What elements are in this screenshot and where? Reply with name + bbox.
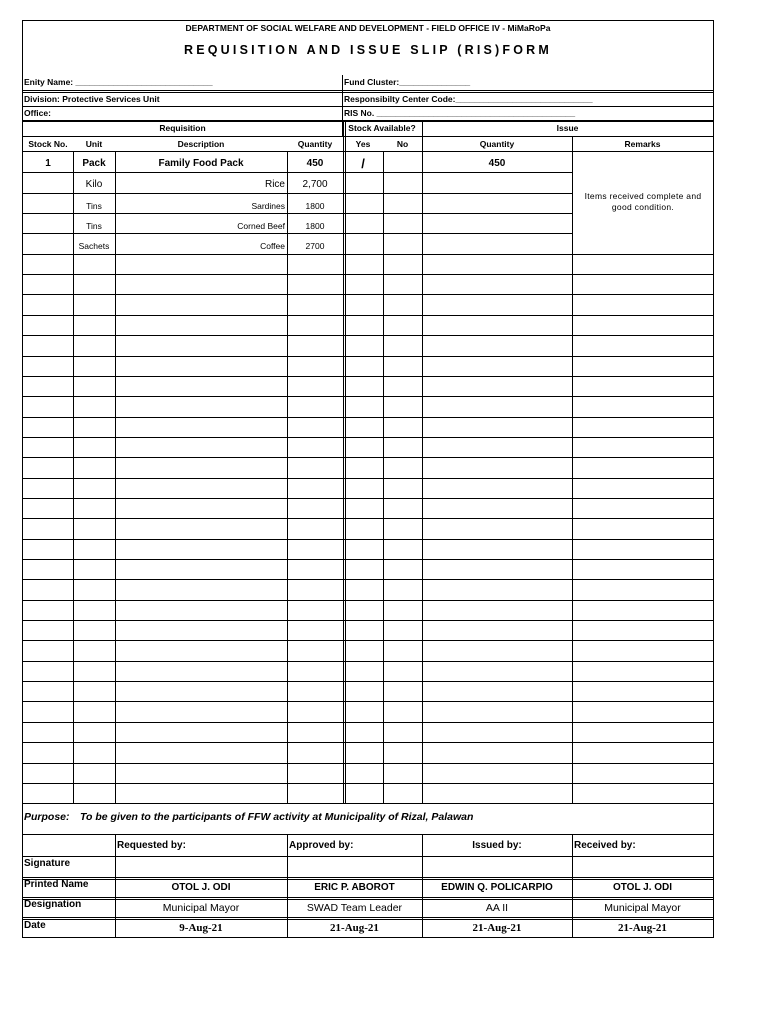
row-divider <box>23 254 713 255</box>
printed-name-label: Printed Name <box>24 879 89 890</box>
unit-cell: Sachets <box>78 241 110 251</box>
row-divider <box>23 437 713 438</box>
received-by-date: 21-Aug-21 <box>618 922 667 934</box>
unit-cell: Pack <box>82 158 106 169</box>
signature-label: Signature <box>24 858 71 869</box>
received-by-designation: Municipal Mayor <box>604 902 681 914</box>
col-stock-no: Stock No. <box>28 139 68 149</box>
remarks-cell: Items received complete and good condition. <box>584 191 702 212</box>
office-field: Office: <box>24 108 51 118</box>
row-divider <box>23 457 713 458</box>
requested-by-name: OTOL J. ODI <box>171 882 231 893</box>
responsibility-center-field: Responsibilty Center Code:_____________________________ <box>344 94 593 104</box>
description-cell: Sardines <box>251 201 285 211</box>
col-remarks: Remarks <box>624 139 661 149</box>
row-divider <box>23 742 713 743</box>
issue-quantity-cell: 450 <box>488 158 506 169</box>
unit-cell: Kilo <box>85 179 103 190</box>
row-divider <box>23 579 713 580</box>
issued-by-designation: AA II <box>485 902 509 914</box>
approved-by-date: 21-Aug-21 <box>330 922 379 934</box>
row-divider <box>23 640 713 641</box>
quantity-cell: 450 <box>306 158 324 169</box>
row-divider <box>23 722 713 723</box>
col-quantity: Quantity <box>297 139 333 149</box>
col-description: Description <box>177 139 225 149</box>
col-yes: Yes <box>355 139 371 149</box>
col-no: No <box>396 139 409 149</box>
row-divider <box>23 417 713 418</box>
requested-by-label: Requested by: <box>117 840 186 851</box>
row-divider <box>23 783 713 784</box>
quantity-cell: 1800 <box>305 221 325 231</box>
row-divider <box>23 356 713 357</box>
ris-form <box>22 20 714 938</box>
issued-by-label: Issued by: <box>472 840 522 851</box>
row-divider <box>23 315 713 316</box>
description-cell: Family Food Pack <box>158 158 244 169</box>
row-divider <box>23 539 713 540</box>
row-divider <box>23 233 572 234</box>
purpose-label: Purpose: <box>24 811 70 823</box>
row-divider <box>23 681 713 682</box>
purpose-text: To be given to the participants of FFW activity at Municipality of Rizal, Palawan <box>80 811 474 823</box>
row-divider <box>23 193 572 194</box>
row-divider <box>23 478 713 479</box>
office-title: DEPARTMENT OF SOCIAL WELFARE AND DEVELOPMENT - FIELD OFFICE IV - MiMaRoPa <box>185 23 551 33</box>
requested-by-designation: Municipal Mayor <box>162 902 240 914</box>
quantity-cell: 2,700 <box>302 179 328 190</box>
description-cell: Corned Beef <box>237 221 285 231</box>
issued-by-name: EDWIN Q. POLICARPIO <box>441 882 553 893</box>
row-divider <box>23 600 713 601</box>
approved-by-label: Approved by: <box>289 840 354 851</box>
date-label: Date <box>24 920 46 931</box>
issue-header: Issue <box>556 123 579 133</box>
row-divider <box>23 661 713 662</box>
yes-cell: / <box>361 156 365 171</box>
row-divider <box>23 559 713 560</box>
requisition-header: Requisition <box>159 123 206 133</box>
approved-by-name: ERIC P. ABOROT <box>314 882 395 893</box>
row-divider <box>23 763 713 764</box>
row-divider <box>23 518 713 519</box>
stock-available-header: Stock Available? <box>348 123 416 133</box>
col-issue-quantity: Quantity <box>479 139 515 149</box>
quantity-cell: 1800 <box>305 201 325 211</box>
received-by-name: OTOL J. ODI <box>612 882 673 893</box>
stock-no-cell: 1 <box>45 158 51 169</box>
row-divider <box>23 213 572 214</box>
approved-by-designation: SWAD Team Leader <box>306 902 403 914</box>
description-cell: Rice <box>264 179 285 190</box>
unit-cell: Tins <box>86 201 102 211</box>
row-divider <box>23 498 713 499</box>
row-divider <box>23 701 713 702</box>
requested-by-date: 9-Aug-21 <box>179 922 223 934</box>
row-divider <box>23 172 572 173</box>
issued-by-date: 21-Aug-21 <box>472 922 522 934</box>
ris-no-field: RIS No. __________________________________________ <box>344 108 576 118</box>
entity-name-field: Enity Name: _____________________________ <box>24 77 213 87</box>
row-divider <box>23 620 713 621</box>
row-divider <box>23 294 713 295</box>
row-divider <box>23 274 713 275</box>
form-title: REQUISITION AND ISSUE SLIP (RIS)FORM <box>184 43 552 57</box>
designation-label: Designation <box>24 899 82 910</box>
fund-cluster-field: Fund Cluster:_______________ <box>344 77 471 87</box>
col-unit: Unit <box>85 139 103 149</box>
row-divider <box>23 396 713 397</box>
row-divider <box>23 376 713 377</box>
row-divider <box>23 335 713 336</box>
description-cell: Coffee <box>260 241 285 251</box>
quantity-cell: 2700 <box>305 241 325 251</box>
division-field: Division: Protective Services Unit <box>24 94 160 104</box>
unit-cell: Tins <box>86 221 102 231</box>
received-by-label: Received by: <box>574 840 636 851</box>
